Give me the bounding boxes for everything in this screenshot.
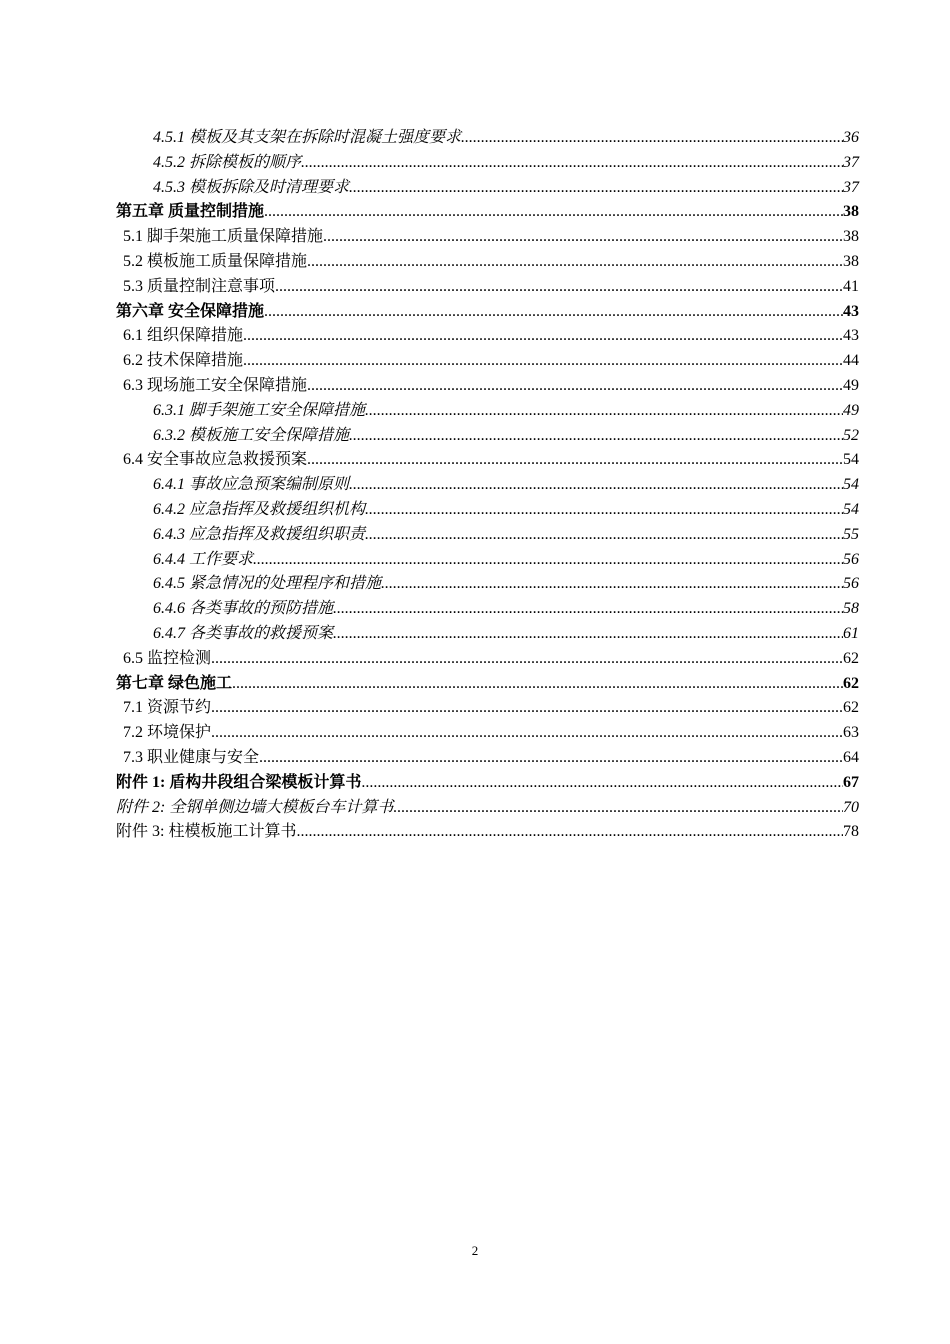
toc-entry-title: 5.3 质量控制注意事项: [123, 277, 276, 295]
toc-entry-page: 37: [843, 153, 859, 171]
dot-leader: [301, 154, 843, 172]
toc-entry-title: 7.1 资源节约: [123, 699, 212, 717]
toc-entry-page: 56: [843, 575, 859, 593]
toc-entry-title: 6.4.4 工作要求: [153, 550, 254, 568]
toc-entry-page: 55: [843, 525, 859, 543]
toc-entry[interactable]: [116, 322, 859, 347]
toc-entry-title: 4.5.1 模板及其支架在拆除时混凝土强度要求: [153, 129, 462, 146]
dot-leader: [381, 575, 843, 593]
dot-leader: [259, 749, 843, 767]
toc-entry-page: 62: [843, 649, 859, 667]
toc-entry-page: 37: [843, 178, 859, 196]
toc-entry[interactable]: [116, 124, 859, 149]
toc-entry-page: 52: [843, 426, 859, 444]
toc-entry-title: 6.4.6 各类事故的预防措施: [153, 600, 334, 618]
dot-leader: [307, 451, 843, 469]
toc-entry[interactable]: [116, 546, 859, 571]
toc-entry-title: 附件 2: 全钢单侧边墙大模板台车计算书: [116, 798, 394, 816]
toc-entry[interactable]: [116, 223, 859, 248]
toc-entry-page: 41: [843, 277, 859, 295]
toc-entry-page: 67: [843, 773, 859, 791]
dot-leader: [365, 501, 843, 519]
dot-leader: [211, 724, 843, 742]
toc-entry-title: 6.4.1 事故应急预案编制原则: [153, 476, 350, 494]
dot-leader: [264, 203, 843, 221]
toc-entry-page: 38: [843, 228, 859, 246]
toc-entry[interactable]: [116, 818, 859, 843]
dot-leader: [461, 129, 843, 147]
toc-entry-title: 6.3 现场施工安全保障措施: [123, 376, 308, 394]
toc-entry[interactable]: [116, 595, 859, 620]
toc-entry[interactable]: [116, 521, 859, 546]
dot-leader: [361, 774, 843, 792]
toc-entry-title: 6.5 监控检测: [123, 649, 212, 667]
dot-leader: [333, 600, 843, 618]
dot-leader: [393, 799, 843, 817]
toc-entry-title: 7.3 职业健康与安全: [123, 748, 260, 766]
toc-entry-title: 第五章 质量控制措施: [116, 203, 265, 221]
toc-entry-title: 6.1 组织保障措施: [123, 327, 244, 345]
dot-leader: [264, 303, 843, 321]
dot-leader: [232, 675, 843, 693]
toc-entry-page: 36: [843, 129, 859, 146]
toc-entry[interactable]: [116, 149, 859, 174]
dot-leader: [349, 476, 843, 494]
dot-leader: [365, 526, 843, 544]
toc-entry[interactable]: [116, 744, 859, 769]
toc-entry-page: 49: [843, 376, 859, 394]
toc-entry[interactable]: [116, 570, 859, 595]
toc-entry-page: 44: [843, 352, 859, 370]
toc-entry[interactable]: [116, 496, 859, 521]
toc-entry[interactable]: [116, 446, 859, 471]
dot-leader: [323, 228, 843, 246]
toc-entry-page: 54: [843, 476, 859, 494]
dot-leader: [211, 650, 843, 668]
toc-entry-title: 6.4.5 紧急情况的处理程序和措施: [153, 575, 382, 593]
dot-leader: [296, 823, 843, 841]
toc-entry[interactable]: [116, 372, 859, 397]
dot-leader: [253, 551, 843, 569]
toc-entry[interactable]: [116, 694, 859, 719]
toc-entry[interactable]: [116, 794, 859, 819]
dot-leader: [307, 253, 843, 271]
toc-entry-title: 附件 3: 柱模板施工计算书: [116, 823, 297, 841]
toc-entry-page: 43: [843, 302, 859, 320]
toc-entry-title: 4.5.2 拆除模板的顺序: [153, 153, 302, 171]
toc-entry-title: 6.4.3 应急指挥及救援组织职责: [153, 525, 366, 543]
toc-entry-page: 58: [843, 600, 859, 618]
dot-leader: [307, 377, 843, 395]
toc-entry-page: 49: [843, 401, 859, 419]
toc-entry-title: 4.5.3 模板拆除及时清理要求: [153, 178, 350, 196]
toc-entry-page: 64: [843, 748, 859, 766]
dot-leader: [275, 278, 843, 296]
toc-entry[interactable]: [116, 620, 859, 645]
toc-entry-page: 56: [843, 550, 859, 568]
toc-entry-page: 62: [843, 699, 859, 717]
toc-entry[interactable]: [116, 670, 859, 695]
toc-entry-title: 第七章 绿色施工: [116, 674, 233, 692]
toc-entry[interactable]: [116, 273, 859, 298]
dot-leader: [333, 625, 843, 643]
toc-entry[interactable]: [116, 198, 859, 223]
dot-leader: [243, 352, 843, 370]
page-number: 2: [471, 1243, 479, 1258]
toc-entry-title: 6.4.7 各类事故的救援预案: [153, 624, 334, 642]
dot-leader: [243, 327, 843, 345]
toc-entry[interactable]: [116, 422, 859, 447]
dot-leader: [365, 402, 843, 420]
toc-entry[interactable]: [116, 769, 859, 794]
dot-leader: [211, 699, 843, 717]
toc-entry-title: 6.3.1 脚手架施工安全保障措施: [153, 401, 366, 419]
toc-entry-title: 5.2 模板施工质量保障措施: [123, 252, 308, 270]
toc-entry-page: 38: [843, 252, 859, 270]
toc-entry-page: 61: [843, 624, 859, 642]
toc-entry-title: 5.1 脚手架施工质量保障措施: [123, 228, 324, 246]
table-of-contents: [116, 124, 859, 843]
toc-entry-page: 54: [843, 451, 859, 469]
toc-entry-page: 70: [843, 798, 859, 816]
toc-entry[interactable]: [116, 298, 859, 323]
toc-entry-title: 6.3.2 模板施工安全保障措施: [153, 426, 350, 444]
toc-entry-title: 6.4.2 应急指挥及救援组织机构: [153, 500, 366, 518]
toc-entry[interactable]: [116, 471, 859, 496]
toc-entry[interactable]: [116, 645, 859, 670]
toc-entry[interactable]: [116, 174, 859, 199]
toc-entry-page: 78: [843, 823, 859, 841]
toc-entry-page: 43: [843, 327, 859, 345]
toc-entry-title: 第六章 安全保障措施: [116, 302, 265, 320]
dot-leader: [349, 179, 843, 197]
toc-entry-page: 62: [843, 674, 859, 692]
toc-entry-title: 6.4 安全事故应急救援预案: [123, 451, 308, 469]
toc-entry-title: 7.2 环境保护: [123, 724, 212, 742]
toc-entry[interactable]: [116, 397, 859, 422]
toc-entry[interactable]: [116, 719, 859, 744]
toc-entry[interactable]: [116, 248, 859, 273]
toc-entry-page: 54: [843, 500, 859, 518]
toc-entry[interactable]: [116, 347, 859, 372]
toc-entry-title: 6.2 技术保障措施: [123, 352, 244, 370]
dot-leader: [349, 427, 843, 445]
toc-entry-page: 63: [843, 724, 859, 742]
toc-entry-title: 附件 1: 盾构井段组合梁模板计算书: [116, 773, 362, 791]
toc-entry-page: 38: [843, 203, 859, 221]
